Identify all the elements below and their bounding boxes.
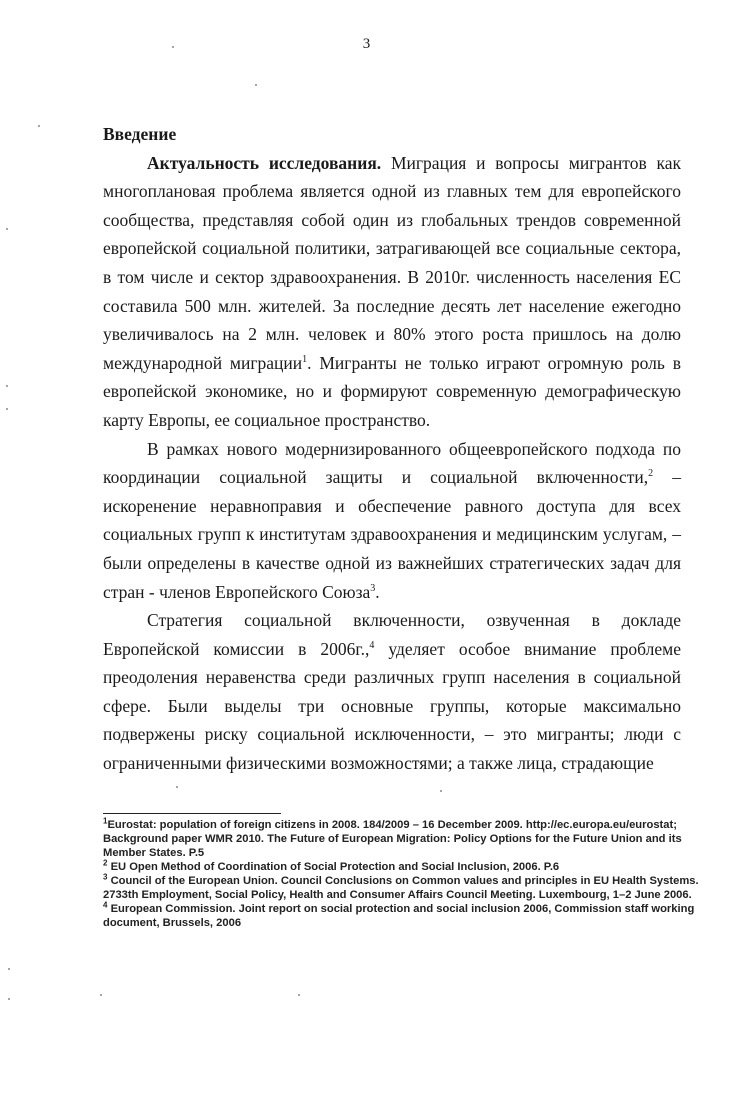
- footnote-number: 2: [103, 858, 108, 868]
- footnote-number: 3: [103, 872, 108, 882]
- scan-speck: [176, 786, 178, 788]
- footnote-text: EU Open Method of Coordination of Social Protection and Social Inclusion, 2006. P.6: [110, 861, 560, 873]
- paragraph-text: Миграция и вопросы мигрантов как многоплановая проблема является одной из главных тем для европейского сообщества, представляя собой один из глобальных трендов современной европейской социальной политики, затрагивающей все социальные сектора, в том числе и сектор здравоохранения. В 2010г. численность населения ЕС составила 500 млн. жителей. За последние десять лет население ежегодно увеличивалось на 2 млн. человек и 80% этого роста пришлось на долю международной миграции: [103, 152, 681, 373]
- paragraph-coordination: [103, 435, 681, 607]
- scan-speck: [38, 125, 40, 127]
- footnote-text: European Commission. Joint report on social protection and social inclusion 2006, Commission staff working document, Brussels, 2006: [103, 903, 695, 929]
- scan-speck: [172, 46, 174, 48]
- footnote: [103, 874, 703, 902]
- scan-speck: [100, 994, 102, 996]
- scan-speck: [6, 385, 8, 387]
- footnote-ref: 4: [369, 639, 375, 651]
- scan-speck: [255, 84, 257, 86]
- footnote-text: Council of the European Union. Council Conclusions on Common values and principles in EU Health Systems. 2733th Employment, Social Policy, Health and Consumer Affairs Council Meeting. Luxembourg, 1–2 June 2006.: [103, 875, 699, 901]
- paragraph-relevance: [103, 149, 681, 435]
- footnote-ref: 1: [302, 353, 308, 365]
- footnote-ref: 2: [648, 468, 654, 480]
- footnote-ref: 3: [370, 582, 376, 594]
- paragraph-strategy: [103, 606, 681, 778]
- scan-speck: [440, 790, 442, 792]
- scan-speck: [8, 968, 10, 970]
- scan-speck: [8, 998, 10, 1000]
- page-number: 3: [362, 36, 371, 52]
- scan-speck: [6, 408, 8, 410]
- scan-speck: [298, 994, 300, 996]
- scan-speck: [6, 228, 8, 230]
- section-heading: Введение: [103, 124, 177, 144]
- footnote: [103, 902, 703, 930]
- footnote: [103, 860, 703, 874]
- paragraph-text: – искоренение неравноправия и обеспечение равного доступа для всех социальных групп к институтам здравоохранения и медицинским услугам, – были определены в качестве одной из важнейших стратегических задач для стран - членов Европейского Союза: [103, 467, 681, 602]
- paragraph-text: .: [375, 581, 380, 602]
- footnote-text: Eurostat: population of foreign citizens in 2008. 184/2009 – 16 December 2009. http://ec.europa.eu/eurostat; Background paper WMR 2010. The Future of European Migration: Policy Options for the Future Union and its Member States. P.5: [103, 819, 682, 859]
- footnote-number: 1: [103, 816, 108, 826]
- main-text: [103, 120, 681, 778]
- paragraph-text: В рамках нового модернизированного общеевропейского подхода по координации социальной защиты и социальной включенности,: [103, 438, 681, 488]
- paragraph-text: уделяет особое внимание проблеме преодоления неравенства среди различных групп населения в социальной сфере. Были выделы три основные группы, которые максимально подвержены риску социальной исключенности, – это мигранты; люди с ограниченными физическими возможностями; а также лица, страдающие: [103, 638, 681, 774]
- footnote-divider: [103, 813, 281, 814]
- paragraph-text: . Мигранты не только играют огромную роль в европейской экономике, но и формируют современную демографическую карту Европы, ее социальное пространство.: [103, 352, 681, 430]
- paragraph-text: Стратегия социальной включенности, озвученная в докладе Европейской комиссии в 2006г.,: [103, 610, 681, 659]
- footnotes: [103, 818, 703, 930]
- footnote: [103, 818, 703, 860]
- paragraph-lead: Актуальность исследования.: [147, 152, 382, 173]
- footnote-number: 4: [103, 900, 108, 910]
